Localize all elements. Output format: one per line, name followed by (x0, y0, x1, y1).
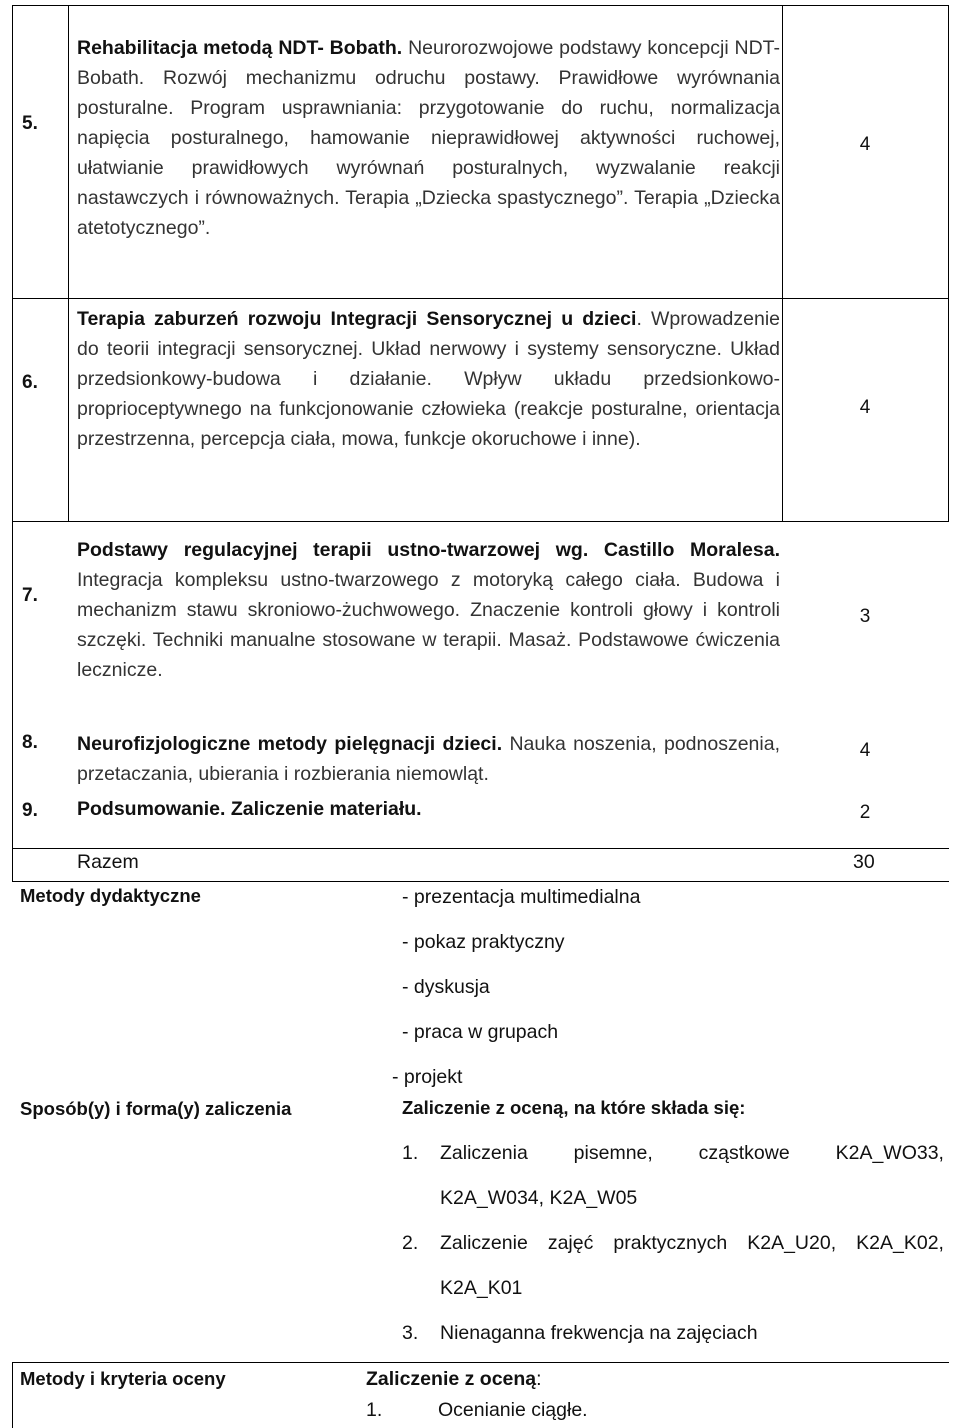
word: K2A_WO33, (835, 1142, 944, 1164)
assessment-item-2 (440, 1232, 944, 1255)
criteria-label: Metody i kryteria oceny (20, 1368, 226, 1389)
row-title: Terapia zaburzeń rozwoju Integracji Sensorycznej u dzieci (77, 308, 637, 330)
method-item: - praca w grupach (402, 1021, 559, 1043)
row-title: Podstawy regulacyjnej terapii ustno-twarzowej wg. Castillo Moralesa. (77, 539, 780, 561)
list-number: 1. (366, 1399, 383, 1421)
list-number: 2. (402, 1232, 419, 1254)
row-number: 5. (22, 113, 38, 134)
word: zajęć (547, 1232, 594, 1254)
row-hours: 3 (859, 606, 871, 627)
criteria-heading-suffix: : (536, 1368, 542, 1390)
row-number: 6. (22, 372, 38, 393)
row-text: Neurorozwojowe podstawy koncepcji NDT-Bobath. Rozwój mechanizmu odruchu postawy. Prawidłowe wyrównania posturalne. Program usprawniania: przygotowanie do ruchu, normalizacja napięcia posturalnego, hamowanie nieprawidłowej aktywności ruchowej, ułatwianie prawidłowych wyrównań posturalnych, wyzwalanie reakcji nastawczych i równoważnych. Terapia „Dziecka spastycznego”. Terapia „Dziecka atetotycznego”. (77, 37, 780, 239)
row-description (77, 33, 780, 243)
assessment-item-1 (440, 1142, 944, 1165)
list-number: 3. (402, 1322, 419, 1344)
criteria-item-1: Ocenianie ciągłe. (438, 1399, 588, 1421)
row-hours: 2 (859, 802, 871, 823)
assessment-heading: Zaliczenie z oceną, na które składa się: (402, 1097, 746, 1118)
row-title: Neurofizjologiczne metody pielęgnacji dzieci. (77, 733, 503, 755)
row-number: 8. (22, 732, 38, 753)
word: K2A_K02, (856, 1232, 944, 1254)
row-text: Integracja kompleksu ustno-twarzowego z motoryką całego ciała. Budowa i mechanizm stawu skroniowo-żuchwowego. Znaczenie kontroli głowy i kontroli szczęki. Techniki manualne stosowane w terapii. Masaż. Podstawowe ćwiczenia lecznicze. (77, 569, 780, 681)
row-text: . Wprowadzenie do teorii integracji sensorycznej. Układ nerwowy i systemy sensoryczne. Układ przedsionkowy-budowa i działanie. Wpływ układu przedsionkowo-proprioceptywnego na funkcjonowanie człowieka (reakcje posturalne, orientacja przestrzenna, percepcja ciała, mowa, funkcje okoruchowe i inne). (77, 308, 780, 450)
list-number: 1. (402, 1142, 419, 1164)
word: Zaliczenia (440, 1142, 528, 1164)
row-number: 9. (22, 800, 38, 821)
row-number: 7. (22, 585, 38, 606)
assessment-item-2-cont: K2A_K01 (440, 1277, 523, 1299)
row-description (77, 729, 780, 789)
method-item: - projekt (392, 1066, 463, 1088)
row-description (77, 794, 780, 824)
criteria-heading (366, 1368, 542, 1391)
method-item: - dyskusja (402, 976, 490, 998)
row-hours: 4 (859, 397, 871, 418)
method-item: - prezentacja multimedialna (402, 886, 641, 908)
total-value: 30 (853, 851, 875, 873)
row-text: Nauka noszenia, podnoszenia, przetaczania, ubierania i rozbierania niemowląt. (77, 733, 780, 785)
row-title: Rehabilitacja metodą NDT- Bobath. (77, 37, 403, 59)
word: Zaliczenie (440, 1232, 528, 1254)
methods-label: Metody dydaktyczne (20, 885, 201, 906)
word: praktycznych (613, 1232, 728, 1254)
assessment-item-3: Nienaganna frekwencja na zajęciach (440, 1322, 758, 1344)
assessment-label: Sposób(y) i forma(y) zaliczenia (20, 1098, 292, 1119)
word: pisemne, (573, 1142, 653, 1164)
total-label: Razem (77, 851, 139, 873)
assessment-item-1-cont: K2A_W034, K2A_W05 (440, 1187, 638, 1209)
word: cząstkowe (698, 1142, 790, 1164)
row-title: Podsumowanie. Zaliczenie materiału. (77, 798, 422, 820)
word: K2A_U20, (747, 1232, 837, 1254)
row-description (77, 304, 780, 454)
method-item: - pokaz praktyczny (402, 931, 565, 953)
criteria-heading-text: Zaliczenie z oceną (366, 1368, 537, 1390)
row-description (77, 535, 780, 685)
row-hours: 4 (859, 134, 871, 155)
row-hours: 4 (859, 740, 871, 761)
